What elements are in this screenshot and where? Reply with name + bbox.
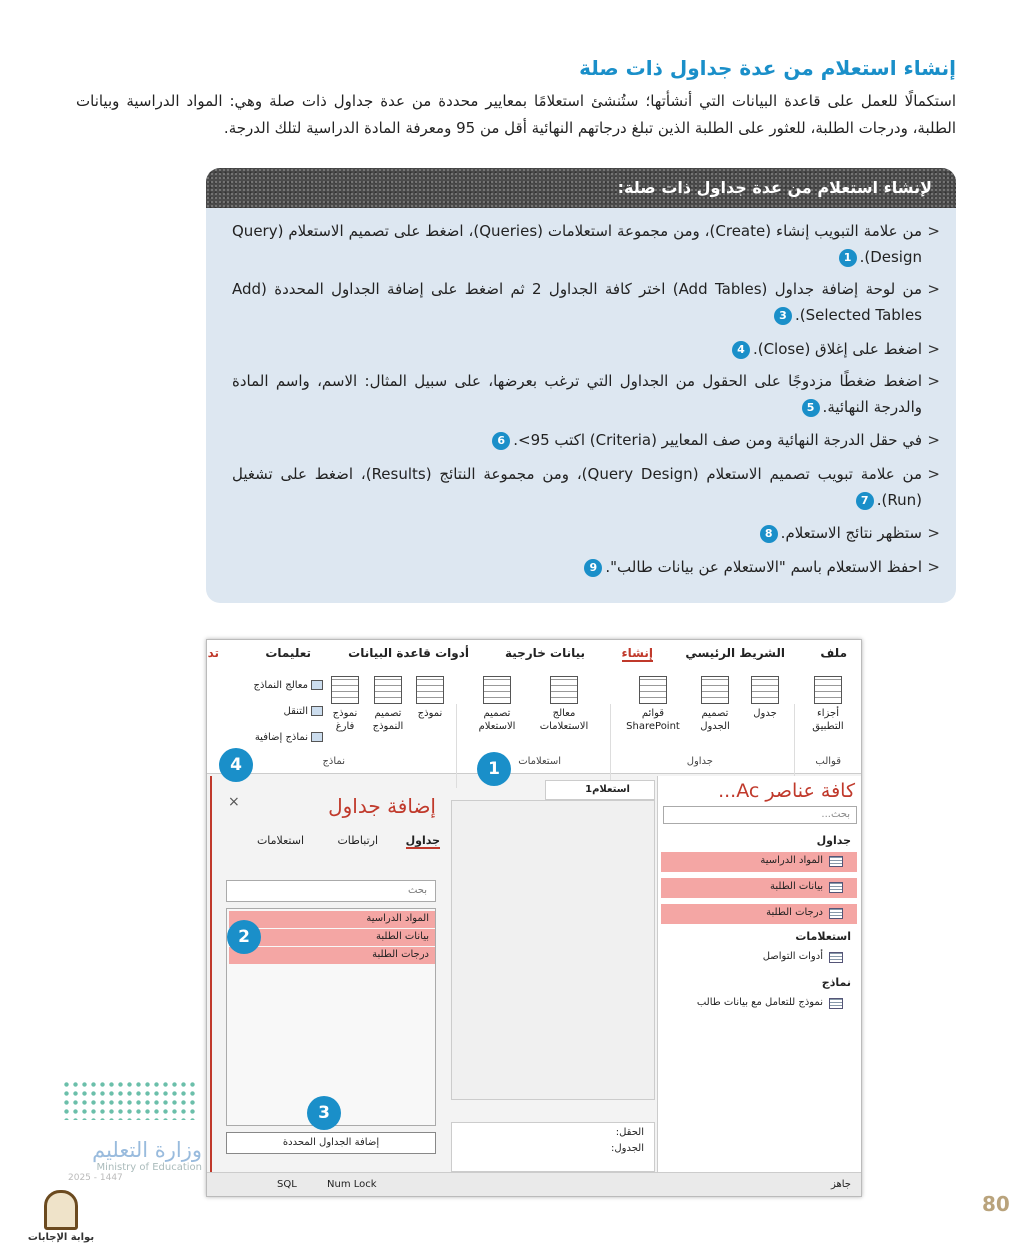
step-4: [232, 368, 922, 420]
status-ready: جاهز: [830, 1179, 851, 1190]
sharepoint-label: قوائم SharePoint: [626, 708, 680, 732]
nav-section-queries[interactable]: استعلامات: [795, 930, 851, 943]
query-design-button[interactable]: [467, 676, 527, 733]
step-2: [232, 276, 922, 328]
table-design-icon: [701, 676, 729, 704]
ministry-name-ar: وزارة التعليم: [92, 1138, 202, 1162]
step-text: احفظ الاستعلام باسم "الاستعلام عن بيانات طالب".: [605, 558, 922, 576]
table-design-button[interactable]: [691, 676, 739, 733]
access-screenshot: [206, 639, 862, 1197]
site-badge-text: بوابة الإجابات: [27, 1232, 95, 1243]
form-design-button[interactable]: [367, 676, 409, 733]
section-heading: إنشاء استعلام من عدة جداول ذات صلة: [579, 56, 956, 80]
query-wizard-button[interactable]: [529, 676, 599, 733]
steps-box: [206, 168, 956, 603]
more-forms-label: نماذج إضافية: [254, 732, 308, 743]
step-text: ستظهر نتائج الاستعلام.: [780, 524, 922, 542]
app-parts-label: أجزاء التطبيق: [812, 708, 844, 732]
step-number: 7: [856, 492, 874, 510]
add-table-item[interactable]: المواد الدراسية: [229, 911, 435, 928]
nav-table-item[interactable]: [661, 904, 857, 924]
nav-query-item[interactable]: [661, 948, 857, 968]
status-numlock: Num Lock: [327, 1179, 377, 1190]
sharepoint-lists-button[interactable]: [621, 676, 685, 733]
add-selected-tables-button[interactable]: إضافة الجداول المحددة: [226, 1132, 436, 1154]
nav-search-input[interactable]: بحث...: [663, 806, 857, 824]
app-parts-icon: [814, 676, 842, 704]
grid-field-label: الحقل:: [615, 1127, 644, 1138]
step-7: [232, 520, 922, 546]
navigation-icon: [311, 706, 323, 716]
nav-item-label: نموذج للتعامل مع بيانات طالب: [696, 997, 823, 1008]
form-label: نموذج: [417, 708, 443, 719]
table-icon: [751, 676, 779, 704]
callout-4: 4: [219, 748, 253, 782]
callout-2: 2: [227, 920, 261, 954]
status-bar: [207, 1172, 861, 1196]
close-icon[interactable]: ×: [228, 794, 240, 810]
nav-pane-title[interactable]: كافة عناصر Ac...: [718, 780, 855, 802]
site-badge: [26, 1190, 96, 1243]
add-tables-title: إضافة جداول: [328, 794, 436, 818]
blank-form-button[interactable]: [327, 676, 363, 733]
more-forms-button[interactable]: [255, 732, 323, 743]
nav-table-item[interactable]: [661, 852, 857, 872]
menu-bar: [207, 640, 861, 668]
step-text: اضغط على إغلاق (Close).: [752, 340, 922, 358]
table-label: جدول: [753, 708, 777, 719]
sharepoint-icon: [639, 676, 667, 704]
nav-item-label: درجات الطلبة: [766, 907, 823, 918]
ministry-dots-icon: [62, 1080, 198, 1120]
ministry-year: 2025 - 1447: [68, 1173, 123, 1183]
blank-form-icon: [331, 676, 359, 704]
table-button[interactable]: [745, 676, 785, 720]
nav-item-label: المواد الدراسية: [760, 855, 823, 866]
grid-table-label: الجدول:: [611, 1143, 644, 1154]
step-text: في حقل الدرجة النهائية ومن صف المعايير (Criteria) اكتب 95>.: [513, 431, 922, 449]
ribbon-separator: [456, 704, 457, 788]
callout-3: 3: [307, 1096, 341, 1130]
menu-create[interactable]: إنشاء: [621, 646, 653, 660]
query1-tab[interactable]: استعلام1: [545, 780, 655, 800]
table-icon: [829, 908, 843, 919]
step-1: [232, 218, 922, 270]
sql-view-button[interactable]: SQL: [277, 1179, 297, 1190]
form-icon: [416, 676, 444, 704]
form-design-label: تصميم النموذج: [372, 708, 404, 732]
page-number: 80: [982, 1192, 1010, 1216]
add-tables-search-input[interactable]: بحث: [226, 880, 436, 902]
query-design-icon: [483, 676, 511, 704]
ribbon: [207, 668, 861, 774]
step-text: اضغط ضغطًا مزدوجًا على الحقول من الجداول التي ترغب بعرضها، على سبيل المثال: الاسم، واسم المادة والدرجة النهائية.: [232, 372, 922, 416]
navigation-button[interactable]: [284, 706, 324, 717]
tables-group-label: جداول: [686, 756, 713, 767]
ribbon-separator: [610, 704, 611, 788]
step-number: 4: [732, 341, 750, 359]
menu-external-data[interactable]: بيانات خارجية: [504, 646, 585, 660]
steps-box-title: لإنشاء استعلام من عدة جداول ذات صلة:: [206, 168, 956, 208]
step-5: [232, 427, 922, 453]
blank-form-label: نموذج فارغ: [332, 708, 358, 732]
step-number: 1: [839, 249, 857, 267]
add-table-item[interactable]: بيانات الطلبة: [229, 929, 435, 946]
step-number: 9: [584, 559, 602, 577]
menu-help[interactable]: تعليمات: [265, 646, 311, 660]
form-icon: [829, 998, 843, 1009]
menu-more[interactable]: تد: [207, 646, 219, 660]
add-tables-tabs: [226, 832, 440, 852]
nav-form-item[interactable]: [661, 994, 857, 1014]
step-number: 6: [492, 432, 510, 450]
step-number: 8: [760, 525, 778, 543]
form-wizard-button[interactable]: [254, 680, 324, 691]
form-wizard-icon: [311, 680, 323, 690]
menu-database-tools[interactable]: أدوات قاعدة البيانات: [348, 646, 469, 660]
navigation-label: التنقل: [283, 706, 308, 717]
step-number: 5: [802, 399, 820, 417]
step-text: من علامة تبويب تصميم الاستعلام (Query Design)، ومن مجموعة النتائج (Results)، اضغط على تشغيل (Run).: [232, 465, 922, 509]
tab-tables[interactable]: جداول: [405, 834, 440, 847]
queries-group-label: استعلامات: [518, 756, 561, 767]
table-design-label: تصميم الجدول: [700, 708, 730, 732]
query-design-grid[interactable]: [451, 1122, 655, 1172]
add-table-item[interactable]: درجات الطلبة: [229, 947, 435, 964]
table-icon: [829, 856, 843, 867]
step-3: [232, 336, 922, 362]
navigation-pane: [657, 776, 861, 1172]
nav-item-label: بيانات الطلبة: [770, 881, 823, 892]
menu-home[interactable]: الشريط الرئيسي: [685, 646, 785, 660]
step-number: 3: [774, 307, 792, 325]
step-text: من علامة التبويب إنشاء (Create)، ومن مجموعة استعلامات (Queries)، اضغط على تصميم الاستعلام (Query Design).: [232, 222, 922, 266]
nav-item-label: أدوات التواصل: [762, 951, 823, 962]
query-wizard-icon: [550, 676, 578, 704]
query-design-label: تصميم الاستعلام: [478, 708, 516, 732]
menu-file[interactable]: ملف: [820, 646, 847, 660]
nav-section-tables[interactable]: جداول: [816, 834, 851, 847]
intro-paragraph: استكمالًا للعمل على قاعدة البيانات التي أنشأتها؛ ستُنشئ استعلامًا بمعايير محددة من عدة جداول ذات صلة وهي: المواد الدراسية وبيانات الطلبة، ودرجات الطلبة، للعثور على الطلبة الذين تبلغ درجاتهم النهائية أقل من 95 ومعرفة المادة الدراسية لتلك الدرجة.: [76, 92, 956, 137]
ministry-name-en: Ministry of Education: [96, 1162, 202, 1173]
more-forms-icon: [311, 732, 323, 742]
step-8: [232, 554, 922, 580]
form-wizard-label: معالج النماذج: [253, 680, 308, 691]
pen-icon: [44, 1190, 78, 1230]
step-text: من لوحة إضافة جداول (Add Tables) اختر كافة الجداول 2 ثم اضغط على إضافة الجداول المحددة (Add Selected Tables).: [232, 280, 922, 324]
step-6: [232, 461, 922, 513]
tab-links[interactable]: ارتباطات: [337, 834, 378, 847]
templates-group-label: قوالب: [815, 756, 841, 767]
app-parts-button[interactable]: [803, 676, 853, 733]
form-button[interactable]: [413, 676, 447, 720]
query-wizard-label: معالج الاستعلامات: [539, 708, 589, 732]
table-icon: [829, 882, 843, 893]
tab-queries[interactable]: استعلامات: [256, 834, 304, 847]
form-design-icon: [374, 676, 402, 704]
callout-1: 1: [477, 752, 511, 786]
forms-group-label: نماذج: [322, 756, 345, 767]
query-icon: [829, 952, 843, 963]
ministry-logo: [62, 1080, 202, 1183]
nav-section-forms[interactable]: نماذج: [821, 976, 851, 989]
query-design-area[interactable]: [451, 800, 655, 1100]
nav-table-item[interactable]: [661, 878, 857, 898]
